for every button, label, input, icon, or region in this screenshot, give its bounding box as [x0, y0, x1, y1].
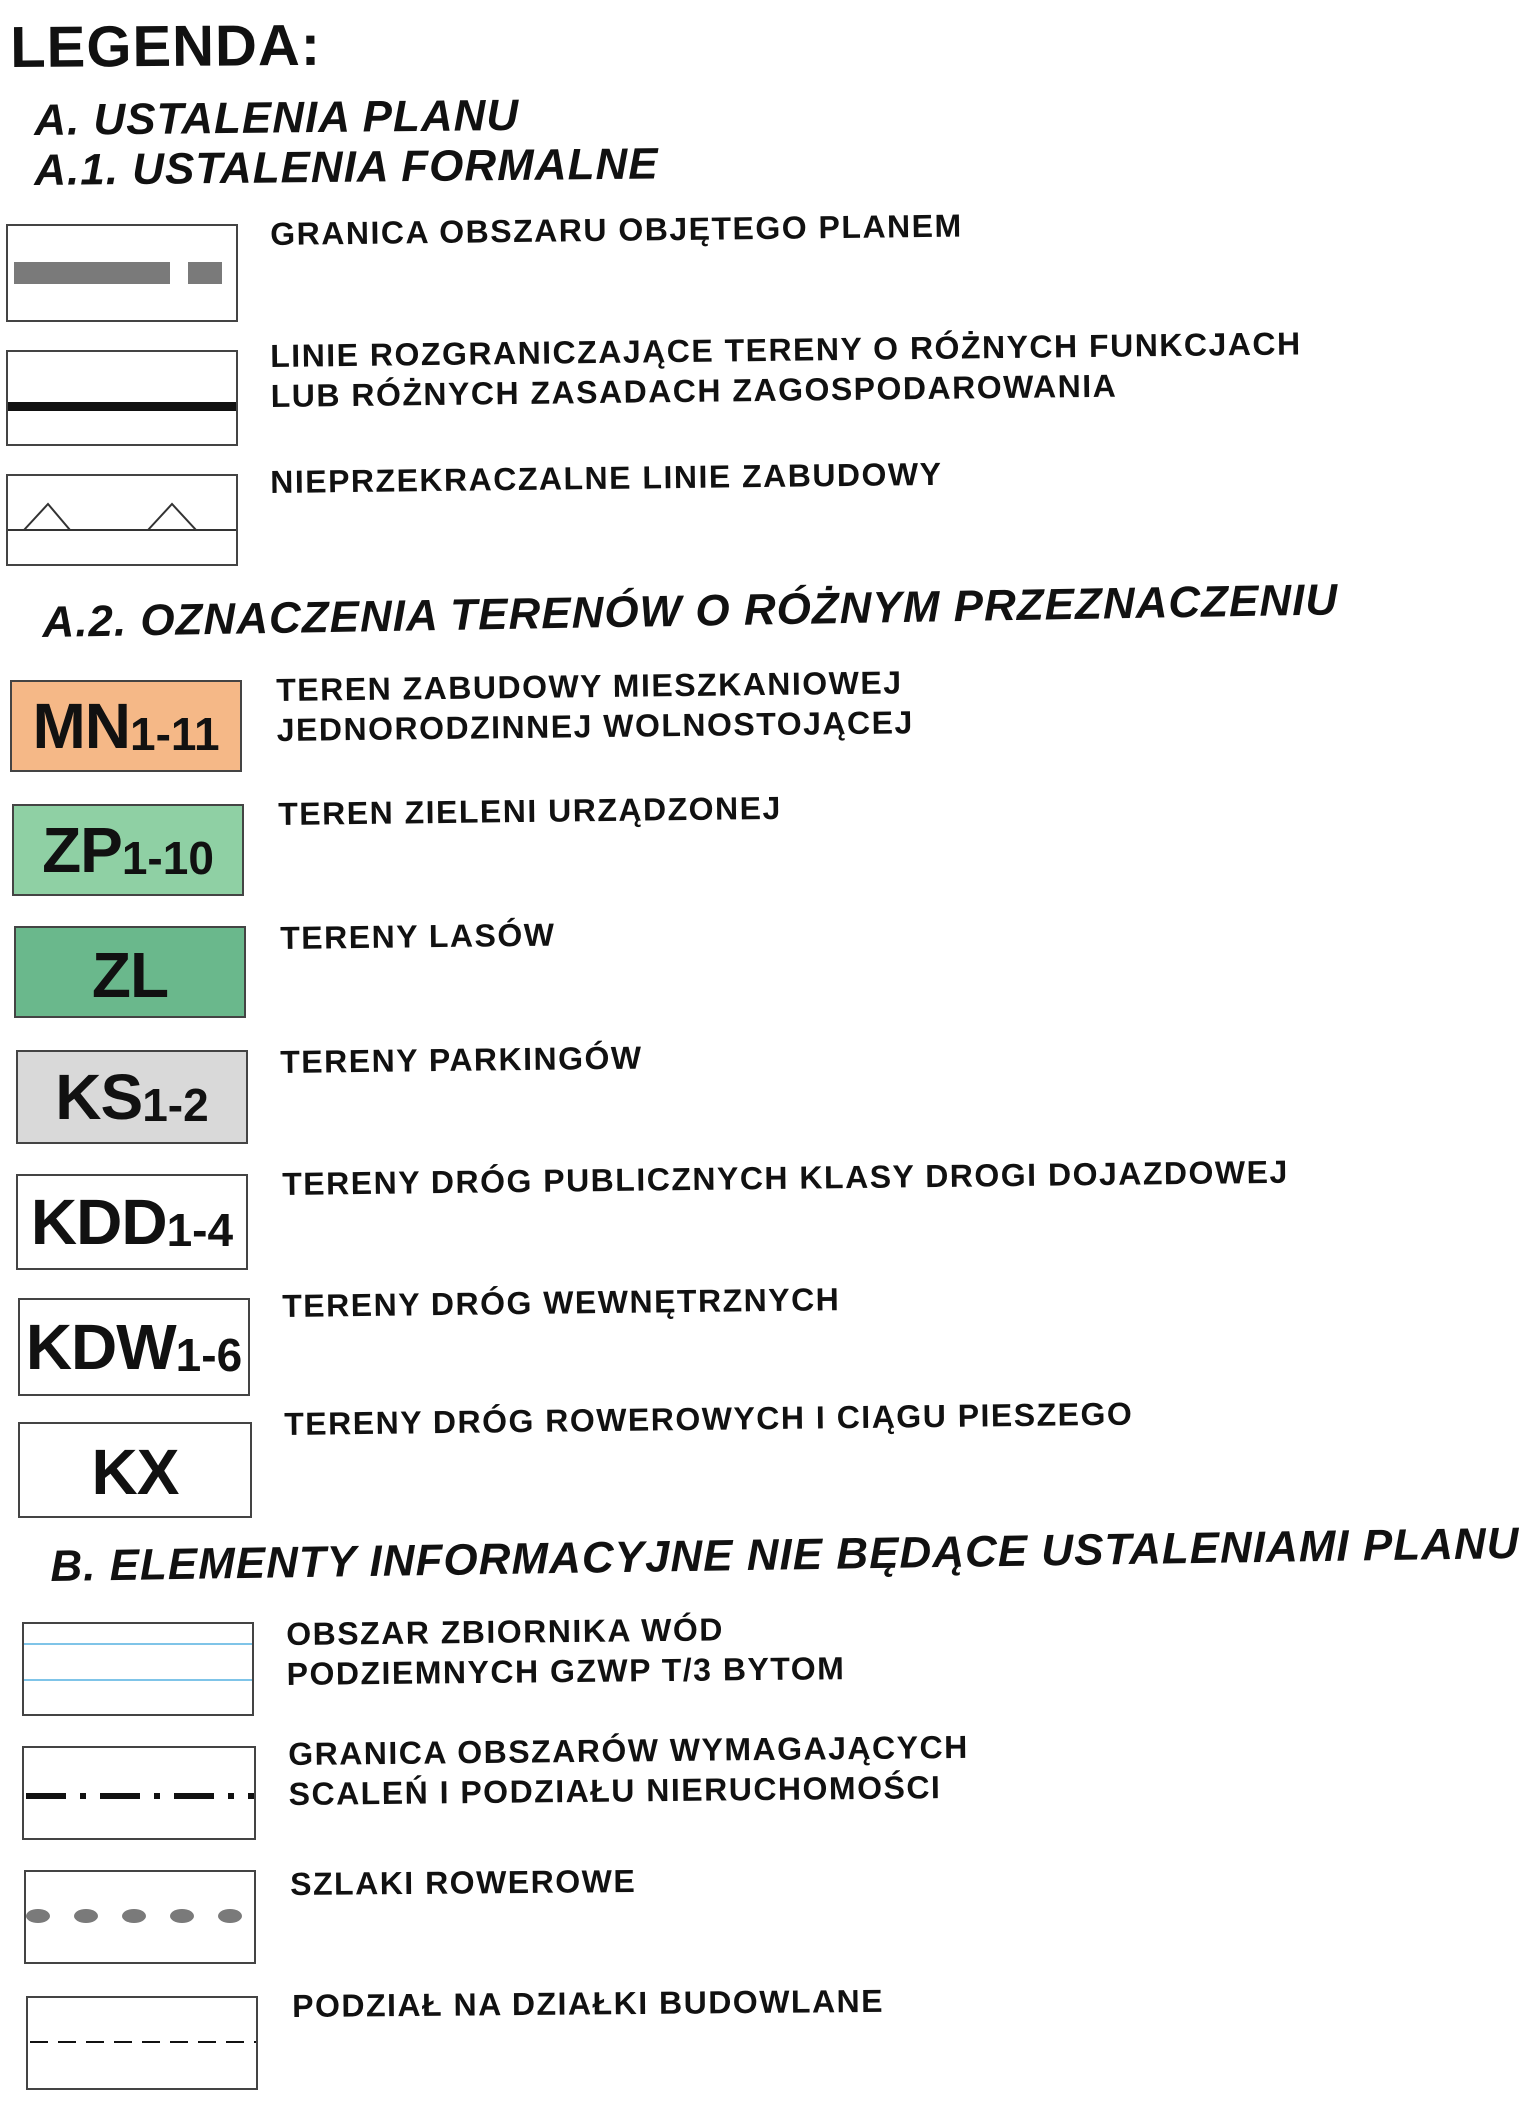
zone-mn-line-1: TEREN ZABUDOWY MIESZKANIOWEJ	[276, 664, 903, 708]
zone-range-zp: 1-10	[121, 832, 214, 884]
zone-swatch-zp	[12, 804, 244, 896]
thick-grey-dashed-line-icon	[8, 226, 236, 320]
zone-swatch-kdw	[18, 1298, 250, 1396]
zone-mn-description	[276, 662, 914, 750]
symbol-grey-dot-line-icon	[24, 1870, 256, 1964]
zone-swatch-ks	[16, 1050, 248, 1144]
info-item-2-description	[288, 1727, 969, 1814]
section-b-heading: B. ELEMENTY INFORMACYJNE NIE BĘDĄCE USTALENIAMI PLANU	[50, 1518, 1520, 1591]
dash-dot-line-icon	[24, 1748, 254, 1838]
info-item-2-line-2: SCALEŃ I PODZIAŁU NIERUCHOMOŚCI	[288, 1769, 942, 1812]
symbol-thin-dashed-line-icon	[26, 1996, 258, 2090]
zone-code-zp: ZP	[42, 814, 122, 886]
zone-range-kdw: 1-6	[175, 1329, 243, 1381]
formal-item-2-line-2: LUB RÓŻNYCH ZASADACH ZAGOSPODAROWANIA	[270, 367, 1118, 414]
info-item-1-line-2: PODZIEMNYCH GZWP T/3 BYTOM	[286, 1650, 846, 1692]
formal-item-2-line-1: LINIE ROZGRANICZAJĄCE TERENY O RÓŻNYCH FUNKCJACH	[270, 325, 1302, 374]
zone-range-kdd: 1-4	[166, 1204, 234, 1256]
zone-code-kdw: KDW	[25, 1311, 176, 1383]
triangle-line-icon	[8, 476, 236, 564]
zone-kdd-description	[282, 1152, 1289, 1204]
zone-kdw-line-1: TERENY DRÓG WEWNĘTRZNYCH	[282, 1281, 841, 1324]
symbol-thick-grey-dashed-line-icon	[6, 224, 238, 322]
formal-item-1-description	[270, 206, 963, 254]
info-item-4-description	[292, 1981, 884, 2026]
info-item-2-line-1: GRANICA OBSZARÓW WYMAGAJĄCYCH	[288, 1728, 969, 1772]
legend-title: LEGENDA:	[10, 12, 322, 80]
info-item-4-line-1: PODZIAŁ NA DZIAŁKI BUDOWLANE	[292, 1982, 885, 2024]
zone-kx-line-1: TERENY DRÓG ROWEROWYCH I CIĄGU PIESZEGO	[284, 1395, 1134, 1442]
zone-zp-line-1: TEREN ZIELENI URZĄDZONEJ	[278, 789, 783, 832]
grey-dot-line-icon	[26, 1872, 254, 1962]
zone-swatch-zl	[14, 926, 246, 1018]
symbol-solid-black-line-icon	[6, 350, 238, 446]
zone-code-mn: MN	[32, 690, 130, 762]
solid-black-line-icon	[8, 352, 236, 444]
zone-swatch-kx	[18, 1422, 252, 1518]
info-item-1-line-1: OBSZAR ZBIORNIKA WÓD	[286, 1611, 725, 1652]
formal-item-1-line-1: GRANICA OBSZARU OBJĘTEGO PLANEM	[270, 207, 963, 252]
zone-zl-line-1: TERENY LASÓW	[280, 916, 556, 956]
zone-kdd-line-1: TERENY DRÓG PUBLICZNYCH KLASY DROGI DOJAZDOWEJ	[282, 1153, 1289, 1202]
zone-range-ks: 1-2	[142, 1079, 209, 1131]
formal-item-2-description	[270, 323, 1302, 416]
section-a-heading: A. USTALENIA PLANU	[34, 90, 520, 145]
zone-swatch-kdd	[16, 1174, 248, 1270]
info-item-3-line-1: SZLAKI ROWEROWE	[290, 1862, 637, 1902]
zone-range-mn: 1-11	[130, 708, 220, 760]
zone-ks-description	[280, 1038, 643, 1082]
symbol-blue-double-line-icon	[22, 1622, 254, 1716]
section-a2-heading: A.2. OZNACZENIA TERENÓW O RÓŻNYM PRZEZNACZENIU	[42, 575, 1339, 647]
blue-double-line-icon	[24, 1624, 252, 1714]
zone-zl-description	[280, 915, 556, 958]
zone-code-ks: KS	[55, 1061, 143, 1133]
zone-code-kdd: KDD	[30, 1186, 167, 1258]
symbol-dash-dot-line-icon	[22, 1746, 256, 1840]
formal-item-3-description	[270, 454, 943, 502]
zone-code-kx: KX	[91, 1436, 179, 1508]
info-item-1-description	[286, 1608, 846, 1694]
formal-item-3-line-1: NIEPRZEKRACZALNE LINIE ZABUDOWY	[270, 455, 943, 500]
section-a1-heading: A.1. USTALENIA FORMALNE	[34, 139, 659, 195]
zone-ks-line-1: TERENY PARKINGÓW	[280, 1039, 643, 1080]
zone-kdw-description	[282, 1279, 841, 1326]
thin-dashed-line-icon	[28, 1998, 256, 2088]
zone-zp-description	[278, 788, 782, 834]
info-item-3-description	[290, 1861, 636, 1904]
zone-code-zl: ZL	[91, 939, 169, 1011]
zone-swatch-mn	[10, 680, 242, 772]
symbol-triangle-line-icon	[6, 474, 238, 566]
zone-mn-line-2: JEDNORODZINNEJ WOLNOSTOJĄCEJ	[276, 704, 914, 748]
zone-kx-description	[284, 1394, 1134, 1444]
